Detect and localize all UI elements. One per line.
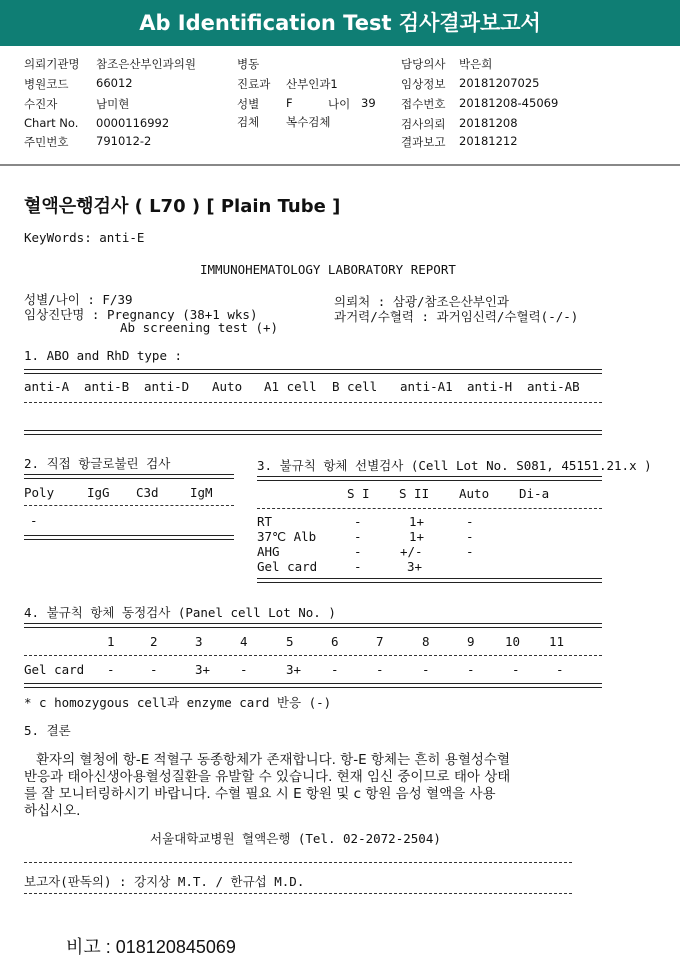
panel-cell: 3+ (286, 662, 302, 677)
patient-diagnosis-2: Ab screening test (+) (120, 320, 279, 335)
panel-col: 1 (107, 634, 115, 649)
conclusion-line: 하십시오. (24, 803, 81, 819)
header-value: 20181207025 (459, 76, 540, 90)
header-key: 병원코드 (24, 77, 69, 91)
header-value: 0000116992 (96, 116, 170, 130)
dat-value: - (30, 513, 38, 528)
rule (24, 369, 602, 374)
header-key: 의뢰기관명 (24, 57, 80, 71)
screen-cell: - (466, 514, 474, 529)
panel-cell: - (331, 662, 339, 677)
header-value: 20181212 (459, 134, 518, 148)
keywords: KeyWords: anti-E (24, 230, 145, 245)
abo-col: anti-A1 (400, 379, 453, 394)
report-title: 혈액은행검사 ( L70 ) [ Plain Tube ] (24, 196, 341, 217)
header-separator (0, 164, 680, 166)
rule (24, 623, 602, 628)
history: 과거력/수혈력 : 과거임신력/수혈력(-/-) (334, 309, 579, 324)
reporter: 보고자(판독의) : 강지상 M.T. / 한규섭 M.D. (24, 874, 305, 889)
bigo-note: 비고 : 018120845069 (66, 937, 236, 957)
screen-row-label: Gel card (257, 559, 318, 574)
screen-col: Di-a (519, 486, 550, 501)
screen-col: S II (399, 486, 430, 501)
rule (24, 862, 572, 863)
conclusion-line: 반응과 태아신생아용혈성질환을 유발할 수 있습니다. 현재 임신 중이므로 태아 상태 (24, 769, 511, 785)
age-value: 39 (361, 96, 376, 110)
patient-sex-age: 성별/나이 : F/39 (24, 292, 133, 307)
panel-footnote: * c homozygous cell과 enzyme card 반응 (-) (24, 695, 332, 710)
screen-col: S I (347, 486, 370, 501)
requester: 의뢰처 : 삼광/참조은산부인과 (334, 294, 510, 309)
section-panel-title: 4. 불규칙 항체 동정검사 (Panel cell Lot No. ) (24, 605, 336, 620)
header-key: 결과보고 (401, 135, 446, 149)
section-conclusion-title: 5. 결론 (24, 723, 71, 738)
header-key: 임상정보 (401, 77, 446, 91)
conclusion-line: 환자의 혈청에 항-E 적혈구 동종항체가 존재합니다. 항-E 항체는 흔히 용혈성수혈 (36, 752, 510, 768)
header-value: 20181208 (459, 116, 518, 130)
screen-cell: 1+ (409, 529, 425, 544)
rule (257, 508, 602, 509)
panel-col: 6 (331, 634, 339, 649)
header-value: 참조은산부인과의원 (96, 57, 196, 71)
panel-cell: - (467, 662, 475, 677)
screen-cell: - (354, 559, 362, 574)
conclusion-line: 를 잘 모니터링하시기 바랍니다. 수혈 필요 시 E 항원 및 c 항원 음성 혈액을 사용 (24, 786, 496, 802)
section-abo-title: 1. ABO and RhD type : (24, 348, 183, 363)
screen-row-label: RT (257, 514, 273, 529)
dat-col: IgG (87, 485, 110, 500)
header-value: 복수검체 (286, 115, 331, 129)
rule (257, 578, 602, 583)
panel-col: 9 (467, 634, 475, 649)
abo-col: anti-AB (527, 379, 580, 394)
panel-cell: - (376, 662, 384, 677)
header-value: 산부인과1 (286, 77, 338, 91)
screen-row-label: AHG (257, 544, 280, 559)
panel-row-label: Gel card (24, 662, 85, 677)
header-key: 수진자 (24, 97, 58, 111)
panel-cell: 3+ (195, 662, 211, 677)
header-key: 검사의뢰 (401, 117, 446, 131)
abo-col: A1 cell (264, 379, 317, 394)
screen-cell: - (354, 544, 362, 559)
screen-cell: +/- (400, 544, 423, 559)
header-key: 접수번호 (401, 97, 446, 111)
rule (257, 476, 602, 481)
patient-diagnosis: 임상진단명 : Pregnancy (38+1 wks) (24, 307, 258, 322)
header-value: 66012 (96, 76, 133, 90)
rule (24, 655, 602, 656)
abo-col: anti-B (84, 379, 130, 394)
rule (24, 893, 572, 894)
screen-cell: - (354, 514, 362, 529)
panel-cell: - (240, 662, 248, 677)
header-key: Chart No. (24, 116, 79, 130)
header-key: 담당의사 (401, 57, 446, 71)
panel-cell: - (150, 662, 158, 677)
screen-row-label: 37℃ Alb (257, 529, 317, 544)
header-value: 20181208-45069 (459, 96, 559, 110)
panel-col: 4 (240, 634, 248, 649)
panel-col: 3 (195, 634, 203, 649)
age-label: 나이 (328, 97, 351, 111)
panel-cell: - (512, 662, 520, 677)
panel-col: 11 (549, 634, 565, 649)
lab-report-title: IMMUNOHEMATOLOGY LABORATORY REPORT (200, 262, 456, 277)
panel-cell: - (107, 662, 115, 677)
panel-col: 5 (286, 634, 294, 649)
rule (24, 402, 602, 403)
header-value: F (286, 96, 293, 110)
panel-cell: - (422, 662, 430, 677)
panel-col: 8 (422, 634, 430, 649)
screen-cell: - (354, 529, 362, 544)
header-key: 병동 (237, 57, 260, 71)
rule (24, 683, 602, 688)
dat-col: C3d (136, 485, 159, 500)
header-key: 진료과 (237, 77, 271, 91)
screen-cell: - (466, 544, 474, 559)
dat-col: Poly (24, 485, 55, 500)
report-banner-title: Ab Identification Test 검사결과보고서 (0, 0, 680, 46)
screen-cell: 3+ (407, 559, 423, 574)
abo-col: anti-D (144, 379, 190, 394)
abo-col: B cell (332, 379, 378, 394)
header-value: 박은희 (459, 57, 493, 71)
header-key: 주민번호 (24, 135, 69, 149)
screen-col: Auto (459, 486, 490, 501)
rule (24, 430, 602, 435)
panel-col: 7 (376, 634, 384, 649)
rule (24, 505, 234, 506)
header-value: 791012-2 (96, 134, 152, 148)
hospital-contact: 서울대학교병원 혈액은행 (Tel. 02-2072-2504) (150, 831, 441, 846)
section-screen-title: 3. 불규칙 항체 선별검사 (Cell Lot No. S081, 45151.21.x ) (257, 458, 652, 473)
panel-cell: - (556, 662, 564, 677)
rule (24, 535, 234, 540)
screen-cell: - (466, 529, 474, 544)
abo-col: anti-A (24, 379, 70, 394)
panel-col: 2 (150, 634, 158, 649)
header-key: 검체 (237, 115, 260, 129)
screen-cell: 1+ (409, 514, 425, 529)
header-value: 남미현 (96, 97, 130, 111)
header-key: 성별 (237, 97, 260, 111)
abo-col: anti-H (467, 379, 513, 394)
dat-col: IgM (190, 485, 213, 500)
panel-col: 10 (505, 634, 521, 649)
rule (24, 474, 234, 479)
section-dat-title: 2. 직접 항글로불린 검사 (24, 456, 171, 471)
abo-col: Auto (212, 379, 243, 394)
